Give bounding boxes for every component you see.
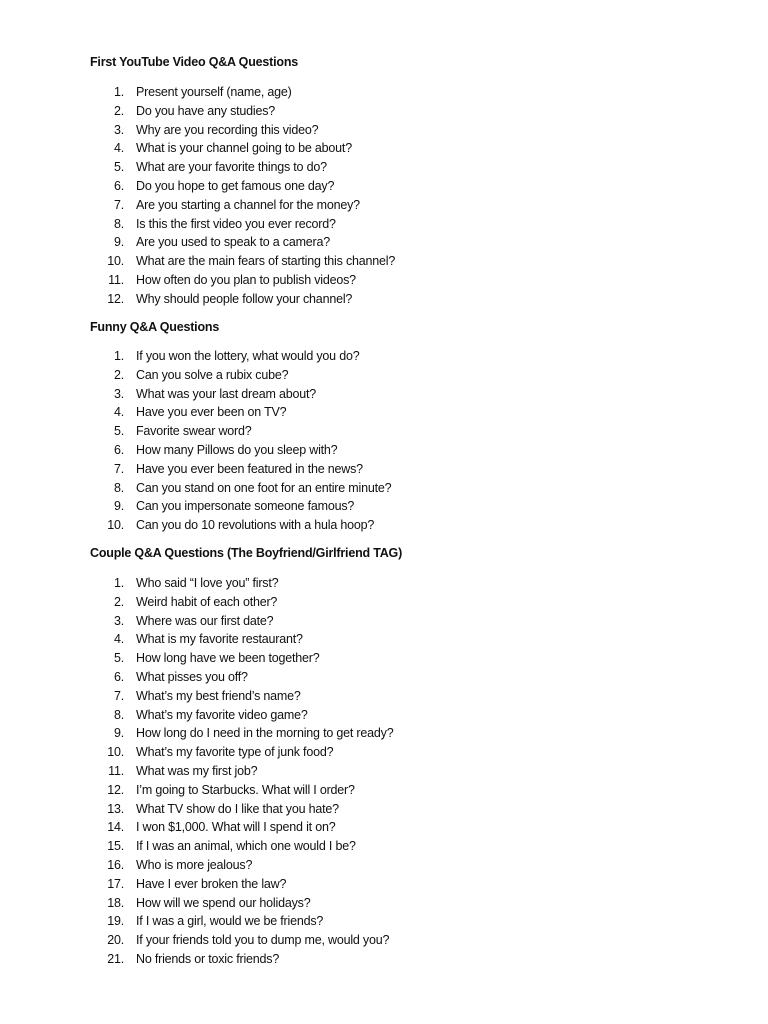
question-text: No friends or toxic friends? xyxy=(136,951,280,966)
question-item xyxy=(90,233,395,252)
question-text: Have I ever broken the law? xyxy=(136,876,287,891)
question-item xyxy=(90,724,393,743)
question-number: 5. xyxy=(113,424,124,439)
question-text: Are you starting a channel for the money? xyxy=(136,197,360,212)
question-number: 7. xyxy=(113,197,124,212)
question-item xyxy=(90,630,393,649)
question-number: 6. xyxy=(113,178,124,193)
question-number: 10. xyxy=(107,518,124,533)
question-item xyxy=(90,781,393,800)
question-number: 5. xyxy=(113,160,124,175)
question-number: 3. xyxy=(113,613,124,628)
question-text: How long have we been together? xyxy=(136,651,320,666)
question-item xyxy=(90,931,393,950)
question-number: 2. xyxy=(113,103,124,118)
question-text: What’s my best friend’s name? xyxy=(136,688,301,703)
question-text: What are your favorite things to do? xyxy=(136,160,327,175)
question-text: Can you impersonate someone famous? xyxy=(136,499,355,514)
question-number: 6. xyxy=(113,669,124,684)
question-item xyxy=(90,743,393,762)
question-item xyxy=(90,158,395,177)
question-item xyxy=(90,215,395,234)
question-text: Have you ever been on TV? xyxy=(136,405,287,420)
question-text: Who is more jealous? xyxy=(136,857,253,872)
question-text: How will we spend our holidays? xyxy=(136,895,311,910)
question-item xyxy=(90,837,393,856)
question-number: 15. xyxy=(107,839,124,854)
question-number: 10. xyxy=(107,745,124,760)
question-text: What was your last dream about? xyxy=(136,386,317,401)
question-text: What is my favorite restaurant? xyxy=(136,632,303,647)
question-number: 1. xyxy=(113,85,124,99)
question-number: 21. xyxy=(107,951,124,966)
question-list-first-video xyxy=(90,83,395,309)
question-item xyxy=(90,875,393,894)
question-number: 12. xyxy=(107,291,124,306)
question-item xyxy=(90,762,393,781)
question-number: 6. xyxy=(113,442,124,457)
question-text: If you won the lottery, what would you do? xyxy=(136,349,360,363)
question-text: Favorite swear word? xyxy=(136,424,252,439)
question-number: 7. xyxy=(113,461,124,476)
question-number: 4. xyxy=(113,141,124,156)
question-number: 10. xyxy=(107,254,124,269)
question-item xyxy=(90,593,393,612)
question-item xyxy=(90,403,391,422)
question-text: Present yourself (name, age) xyxy=(136,85,292,99)
question-text: What pisses you off? xyxy=(136,669,248,684)
question-item xyxy=(90,818,393,837)
question-item xyxy=(90,252,395,271)
question-list-couple xyxy=(90,574,393,969)
question-item xyxy=(90,706,393,725)
question-number: 3. xyxy=(113,386,124,401)
question-item xyxy=(90,196,395,215)
question-item xyxy=(90,121,395,140)
question-item xyxy=(90,366,391,385)
question-item xyxy=(90,894,393,913)
question-text: I won $1,000. What will I spend it on? xyxy=(136,820,336,835)
question-item xyxy=(90,800,393,819)
question-item xyxy=(90,385,391,404)
question-number: 12. xyxy=(107,782,124,797)
question-item xyxy=(90,649,393,668)
question-text: How long do I need in the morning to get ready? xyxy=(136,726,394,741)
question-text: If I was a girl, would we be friends? xyxy=(136,914,324,929)
question-text: Who said “I love you” first? xyxy=(136,576,279,590)
question-text: Are you used to speak to a camera? xyxy=(136,235,331,250)
question-number: 8. xyxy=(113,216,124,231)
question-number: 7. xyxy=(113,688,124,703)
question-text: Do you have any studies? xyxy=(136,103,276,118)
question-item xyxy=(90,479,391,498)
question-number: 2. xyxy=(113,594,124,609)
question-text: Is this the first video you ever record? xyxy=(136,216,336,231)
question-item xyxy=(90,856,393,875)
question-text: Can you solve a rubix cube? xyxy=(136,367,289,382)
question-number: 8. xyxy=(113,480,124,495)
question-number: 13. xyxy=(107,801,124,816)
question-number: 8. xyxy=(113,707,124,722)
question-item xyxy=(90,347,391,366)
question-item xyxy=(90,950,393,969)
question-item xyxy=(90,612,393,631)
question-number: 4. xyxy=(113,632,124,647)
section-title-funny: Funny Q&A Questions xyxy=(90,320,220,334)
question-text: How many Pillows do you sleep with? xyxy=(136,442,338,457)
question-number: 1. xyxy=(113,576,124,590)
question-item xyxy=(90,422,391,441)
question-item xyxy=(90,139,395,158)
question-text: If your friends told you to dump me, would you? xyxy=(136,933,390,948)
question-text: What was my first job? xyxy=(136,763,258,778)
question-number: 9. xyxy=(113,499,124,514)
question-number: 9. xyxy=(113,235,124,250)
question-item xyxy=(90,177,395,196)
question-number: 16. xyxy=(107,857,124,872)
question-item xyxy=(90,668,393,687)
question-text: How often do you plan to publish videos? xyxy=(136,272,356,287)
question-text: What’s my favorite type of junk food? xyxy=(136,745,334,760)
question-item xyxy=(90,290,395,309)
question-number: 14. xyxy=(107,820,124,835)
question-number: 3. xyxy=(113,122,124,137)
question-text: What is your channel going to be about? xyxy=(136,141,352,156)
question-number: 1. xyxy=(113,349,124,363)
section-title-first-video: First YouTube Video Q&A Questions xyxy=(90,55,299,69)
question-number: 11. xyxy=(108,763,124,778)
question-item xyxy=(90,912,393,931)
question-text: Have you ever been featured in the news? xyxy=(136,461,363,476)
question-number: 19. xyxy=(107,914,124,929)
question-text: What are the main fears of starting this channel? xyxy=(136,254,396,269)
question-item xyxy=(90,574,393,593)
question-number: 4. xyxy=(113,405,124,420)
question-text: What’s my favorite video game? xyxy=(136,707,308,722)
question-text: Why should people follow your channel? xyxy=(136,291,353,306)
question-item xyxy=(90,271,395,290)
question-text: Can you do 10 revolutions with a hula hoop? xyxy=(136,518,375,533)
section-title-couple: Couple Q&A Questions (The Boyfriend/Girlfriend TAG) xyxy=(90,546,403,560)
question-number: 11. xyxy=(108,272,124,287)
question-text: What TV show do I like that you hate? xyxy=(136,801,339,816)
question-text: If I was an animal, which one would I be? xyxy=(136,839,356,854)
question-number: 20. xyxy=(107,933,124,948)
question-text: Why are you recording this video? xyxy=(136,122,319,137)
question-item xyxy=(90,83,395,102)
question-text: Weird habit of each other? xyxy=(136,594,278,609)
question-number: 17. xyxy=(107,876,124,891)
question-number: 18. xyxy=(107,895,124,910)
question-number: 5. xyxy=(113,651,124,666)
question-item xyxy=(90,102,395,121)
question-text: Can you stand on one foot for an entire minute? xyxy=(136,480,392,495)
question-item xyxy=(90,441,391,460)
question-text: Where was our first date? xyxy=(136,613,274,628)
question-item xyxy=(90,516,391,535)
question-number: 9. xyxy=(113,726,124,741)
question-number: 2. xyxy=(113,367,124,382)
question-text: Do you hope to get famous one day? xyxy=(136,178,335,193)
question-list-funny xyxy=(90,347,391,535)
question-item xyxy=(90,460,391,479)
question-item xyxy=(90,687,393,706)
question-item xyxy=(90,497,391,516)
question-text: I’m going to Starbucks. What will I order? xyxy=(136,782,355,797)
